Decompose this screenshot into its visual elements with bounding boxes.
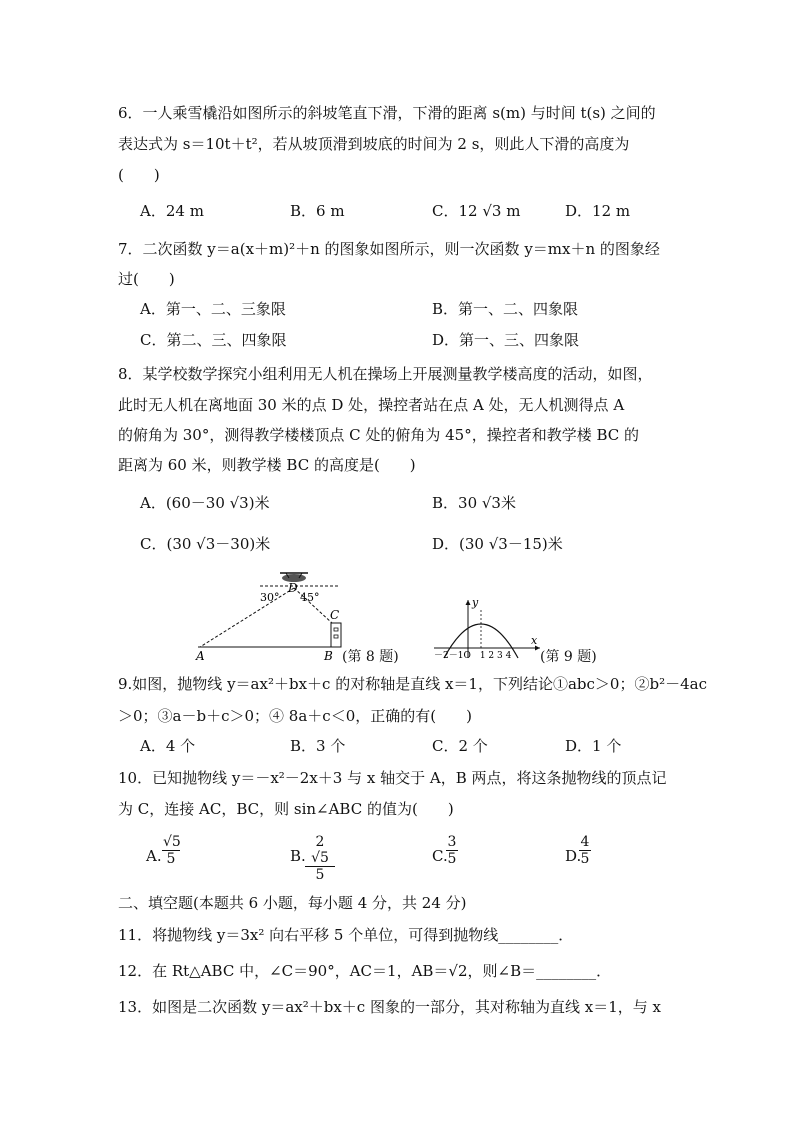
label-x: x xyxy=(531,634,538,647)
q6-option-c: C．12 √3 m xyxy=(432,202,521,220)
q8-option-b: B．30 √3米 xyxy=(432,494,516,512)
q10-line-2: 为 C，连接 AC，BC，则 sin∠ABC 的值为( ) xyxy=(118,800,454,818)
tick-labels: －2－1O 1 2 3 4 xyxy=(434,651,512,660)
q6-line-1: 6．一人乘雪橇沿如图所示的斜坡笔直下滑，下滑的距离 s(m) 与时间 t(s) 之间的 xyxy=(118,104,656,122)
fraction-denominator: 5 xyxy=(580,851,590,867)
figure-8-diagram xyxy=(190,568,350,664)
q9-option-c: C．2 个 xyxy=(432,737,488,755)
q8-line-3: 的俯角为 30°，测得教学楼楼顶点 C 处的俯角为 45°，操控者和教学楼 BC 的 xyxy=(118,426,640,444)
label-c: C xyxy=(330,608,340,622)
label-a: A xyxy=(196,649,205,663)
sight-line-da xyxy=(200,588,294,647)
fraction-denominator: 5 xyxy=(166,851,176,867)
fraction-numerator: 3 xyxy=(447,834,457,850)
q7-line-1: 7．二次函数 y＝a(x＋m)²＋n 的图象如图所示，则一次函数 y＝mx＋n 的图象经 xyxy=(118,240,660,258)
q10-line-1: 10．已知抛物线 y＝－x²－2x＋3 与 x 轴交于 A，B 两点，将这条抛物线的顶点记 xyxy=(118,769,667,787)
fraction-denominator: 5 xyxy=(447,851,457,867)
q8-line-1: 8．某学校数学探究小组利用无人机在操场上开展测量教学楼高度的活动，如图， xyxy=(118,365,653,383)
label-d: D xyxy=(288,581,298,595)
label-b: B xyxy=(324,649,333,663)
q6-option-d: D．12 m xyxy=(565,202,631,220)
q8-line-2: 此时无人机在离地面 30 米的点 D 处，操控者站在点 A 处，无人机测得点 A xyxy=(118,396,625,414)
q10-option-c-label: C. xyxy=(432,847,448,865)
y-axis-arrow xyxy=(466,600,471,605)
q6-option-a: A．24 m xyxy=(140,202,204,220)
fraction-denominator: 5 xyxy=(315,867,325,883)
q10-option-b-label: B. xyxy=(290,847,306,865)
q9-line-2: ＞0；③a－b＋c＞0；④ 8a＋c＜0，正确的有( ) xyxy=(118,707,472,725)
q10-option-d-fraction xyxy=(579,834,591,867)
section-2-heading: 二、填空题(本题共 6 小题，每小题 4 分，共 24 分) xyxy=(118,894,467,912)
label-angle-45: 45° xyxy=(300,591,320,604)
fraction-numerator: 4 xyxy=(580,834,590,850)
q6-line-3: ( ) xyxy=(118,166,160,184)
building-window-2 xyxy=(334,635,338,638)
q10-option-d-label: D. xyxy=(565,847,582,865)
q8-line-4: 距离为 60 米，则教学楼 BC 的高度是( ) xyxy=(118,456,416,474)
q9-line-1: 9.如图，抛物线 y＝ax²＋bx＋c 的对称轴是直线 x＝1，下列结论①abc＞0；②b²－4ac xyxy=(118,675,707,693)
figure-9-caption: (第 9 题) xyxy=(540,649,597,665)
q10-option-a-label: A. xyxy=(146,847,162,865)
figure-8-caption: (第 8 题) xyxy=(342,649,399,665)
building-window-1 xyxy=(334,628,338,631)
fraction-numerator: 2 √5 xyxy=(305,834,335,867)
q12-line: 12．在 Rt△ABC 中，∠C＝90°，AC＝1，AB＝√2，则∠B＝________． xyxy=(118,962,612,980)
q13-line: 13．如图是二次函数 y＝ax²＋bx＋c 图象的一部分，其对称轴为直线 x＝1，与 x xyxy=(118,998,661,1016)
label-y: y xyxy=(472,596,479,609)
q10-option-a-fraction xyxy=(162,834,180,867)
q9-option-d: D．1 个 xyxy=(565,737,622,755)
fraction-numerator: √5 xyxy=(163,834,181,850)
q6-option-b: B．6 m xyxy=(290,202,345,220)
q6-line-2: 表达式为 s＝10t＋t²，若从坡顶滑到坡底的时间为 2 s，则此人下滑的高度为 xyxy=(118,135,630,153)
q10-option-c-fraction xyxy=(446,834,458,867)
q11-line: 11．将抛物线 y＝3x² 向右平移 5 个单位，可得到抛物线________． xyxy=(118,926,574,944)
q7-option-a: A．第一、二、三象限 xyxy=(140,300,286,318)
q7-option-d: D．第一、三、四象限 xyxy=(432,331,580,349)
q7-option-b: B．第一、二、四象限 xyxy=(432,300,579,318)
q9-option-b: B．3 个 xyxy=(290,737,346,755)
q7-line-2: 过( ) xyxy=(118,270,175,288)
figure-9-graph xyxy=(432,596,544,660)
q8-option-a: A．(60－30 √3)米 xyxy=(140,494,270,512)
q10-option-b-fraction xyxy=(305,834,335,883)
q9-option-a: A．4 个 xyxy=(140,737,196,755)
label-angle-30: 30° xyxy=(260,591,280,604)
q8-option-c: C．(30 √3－30)米 xyxy=(140,535,271,553)
q8-option-d: D．(30 √3－15)米 xyxy=(432,535,563,553)
q7-option-c: C．第二、三、四象限 xyxy=(140,331,287,349)
